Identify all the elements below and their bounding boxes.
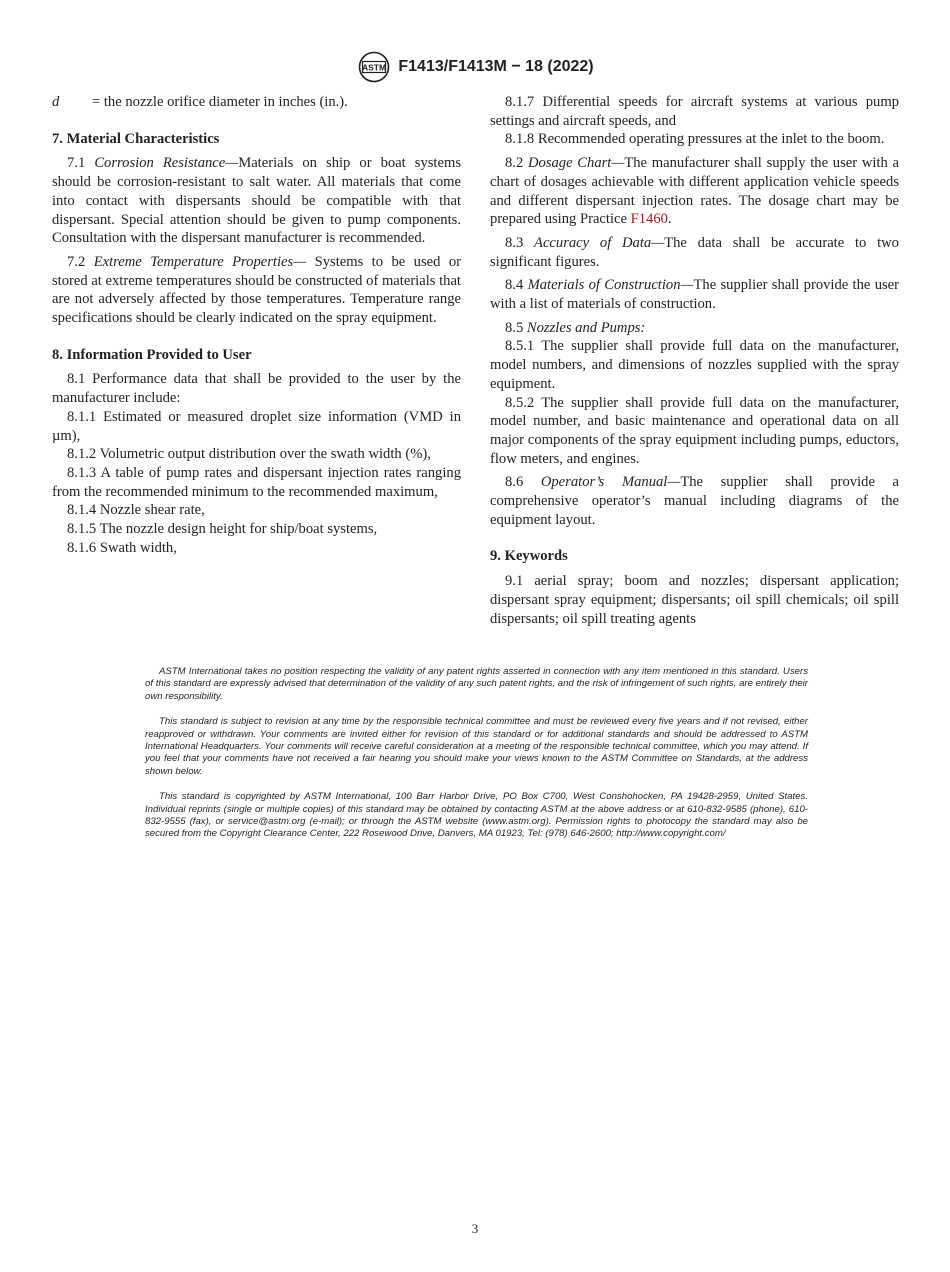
para-7-1 bbox=[52, 154, 461, 248]
astm-logo-icon bbox=[356, 51, 392, 83]
revision-notice: This standard is subject to revision at any time by the responsible technical committee and must be reviewed every five years and if not revised, either reapproved or withdrawn. Your comments are invited either for revision of this standard or for additional standards and should be addressed to ASTM International Headquarters. Your comments will receive careful consideration at a meeting of the responsible technical committee, which you may attend. If you feel that your comments have not received a fair hearing you should make your views known to the ASTM Committee on Standards, at the address shown below. bbox=[145, 716, 808, 777]
para-8-1-2: 8.1.2 Volumetric output distribution over the swath width (%), bbox=[67, 446, 431, 463]
para-8-1-8: 8.1.8 Recommended operating pressures at the inlet to the boom. bbox=[505, 131, 885, 148]
page-number: 3 bbox=[471, 1221, 479, 1236]
para-8-3-text: The data shall be accurate to two significant figures. bbox=[490, 234, 899, 270]
practice-f1460-link[interactable]: F1460 bbox=[630, 211, 668, 228]
para-8-1-6: 8.1.6 Swath width, bbox=[67, 539, 177, 556]
para-9-1: 9.1 aerial spray; boom and nozzles; dispersant application; dispersant spray equipment; dispersants; oil spill chemicals; oil spill dispersants; oil spill treating agents bbox=[490, 573, 899, 627]
para-7-2-title: Extreme Temperature Properties— bbox=[93, 253, 307, 270]
para-8-4-num: 8.4 bbox=[505, 277, 524, 294]
para-8-2-text: The manufacturer shall supply the user with a chart of dosages achievable with different application vehicle speeds and different dispersant injection rates. The dosage chart may be prepared using Practice bbox=[490, 155, 899, 228]
para-8-1-7: 8.1.7 Differential speeds for aircraft systems at various pump settings and aircraft speeds, and bbox=[490, 94, 899, 129]
para-7-2-num: 7.2 bbox=[67, 253, 86, 270]
para-8-2-end: . bbox=[667, 211, 672, 228]
para-8-5-num: 8.5 bbox=[505, 319, 524, 336]
variable-definition bbox=[52, 93, 461, 112]
para-8-2 bbox=[490, 154, 899, 229]
para-8-4-text: The supplier shall provide the user with a list of materials of construction. bbox=[490, 277, 900, 313]
section-7-heading: 7. Material Characteristics bbox=[52, 130, 220, 147]
para-7-2-text: Systems to be used or stored at extreme temperatures should be constructed of materials that are not adversely affected by those temperatures. Temperature range specifications should be clearly indicated on the spray equipment. bbox=[52, 253, 461, 327]
para-8-3-title: Accuracy of Data— bbox=[534, 234, 665, 251]
para-8-1: 8.1 Performance data that shall be provided to the user by the manufacturer include: bbox=[52, 371, 461, 407]
para-7-1-title: Corrosion Resistance— bbox=[94, 155, 239, 172]
para-8-3 bbox=[490, 234, 899, 271]
para-8-2-num: 8.2 bbox=[505, 155, 524, 172]
para-8-1-4: 8.1.4 Nozzle shear rate, bbox=[67, 502, 205, 519]
para-7-2 bbox=[52, 253, 461, 328]
copyright-notice: This standard is copyrighted by ASTM International, 100 Barr Harbor Drive, PO Box C700, West Conshohocken, PA 19428-2959, United States. Individual reprints (single or multiple copies) of this standard may be obtained by contacting ASTM at the above address or at 610-832-9585 (phone), 610-832-9555 (fax), or service@astm.org (e-mail); or through the ASTM website (www.astm.org). Permission rights to photocopy the standard may also be secured from the Copyright Clearance Center, 222 Rosewood Drive, Danvers, MA 01923, Tel: (978) 646-2600; http://www.copyright.com/ bbox=[145, 791, 808, 840]
patent-notice: ASTM International takes no position respecting the validity of any patent rights asserted in connection with any item mentioned in this standard. Users of this standard are expressly advised that determination of the validity of any such patent rights, and the risk of infringement of such rights, are entirely their own responsibility. bbox=[145, 666, 808, 702]
right-column bbox=[490, 93, 899, 628]
para-8-6-title: Operator’s Manual— bbox=[540, 474, 681, 491]
para-8-6-text: The supplier shall provide a comprehensive operator’s manual including diagrams of the equipment layout. bbox=[490, 474, 899, 528]
para-8-1-5: 8.1.5 The nozzle design height for ship/boat systems, bbox=[67, 521, 378, 538]
para-8-6 bbox=[490, 473, 899, 529]
para-8-1-1: 8.1.1 Estimated or measured droplet size information (VMD in µm), bbox=[52, 408, 461, 444]
page-header bbox=[0, 51, 950, 88]
section-8-heading: 8. Information Provided to User bbox=[52, 346, 252, 363]
para-8-4 bbox=[490, 276, 899, 313]
para-7-1-num: 7.1 bbox=[67, 155, 86, 172]
standard-designation: F1413/F1413M − 18 (2022) bbox=[398, 58, 594, 75]
para-8-5-2: 8.5.2 The supplier shall provide full data on the manufacturer, model number, and basic maintenance and operational data on all major components of the spray equipment including pumps, eductors, flow meters, and engines. bbox=[490, 394, 899, 467]
variable-text: = the nozzle orifice diameter in inches (in.). bbox=[92, 94, 348, 110]
legal-notices bbox=[145, 666, 808, 854]
para-8-2-title: Dosage Chart— bbox=[527, 155, 625, 172]
variable-symbol: d bbox=[52, 94, 60, 110]
para-8-5-1: 8.5.1 The supplier shall provide full data on the manufacturer, model numbers, and dimensions of nozzles supplied with the spray equipment. bbox=[490, 338, 899, 392]
section-9-heading: 9. Keywords bbox=[490, 548, 568, 565]
astm-logo-text: ASTM bbox=[362, 62, 387, 73]
para-8-4-title: Materials of Construction— bbox=[527, 277, 694, 294]
para-7-1-text: Materials on ship or boat systems should be corrosion-resistant to salt water. All materials that come into contact with dispersants should be compatible with that dispersant. Special attention should be given to pump components. Consultation with the dispersant manufacturer is recommended. bbox=[52, 155, 461, 247]
para-8-3-num: 8.3 bbox=[505, 234, 524, 251]
para-8-5-title: Nozzles and Pumps: bbox=[526, 319, 646, 336]
left-column bbox=[52, 93, 461, 557]
para-8-1-3: 8.1.3 A table of pump rates and dispersant injection rates ranging from the recommended minimum to the recommended maximum, bbox=[52, 464, 461, 500]
para-8-5 bbox=[490, 319, 899, 338]
para-8-6-num: 8.6 bbox=[505, 474, 524, 491]
